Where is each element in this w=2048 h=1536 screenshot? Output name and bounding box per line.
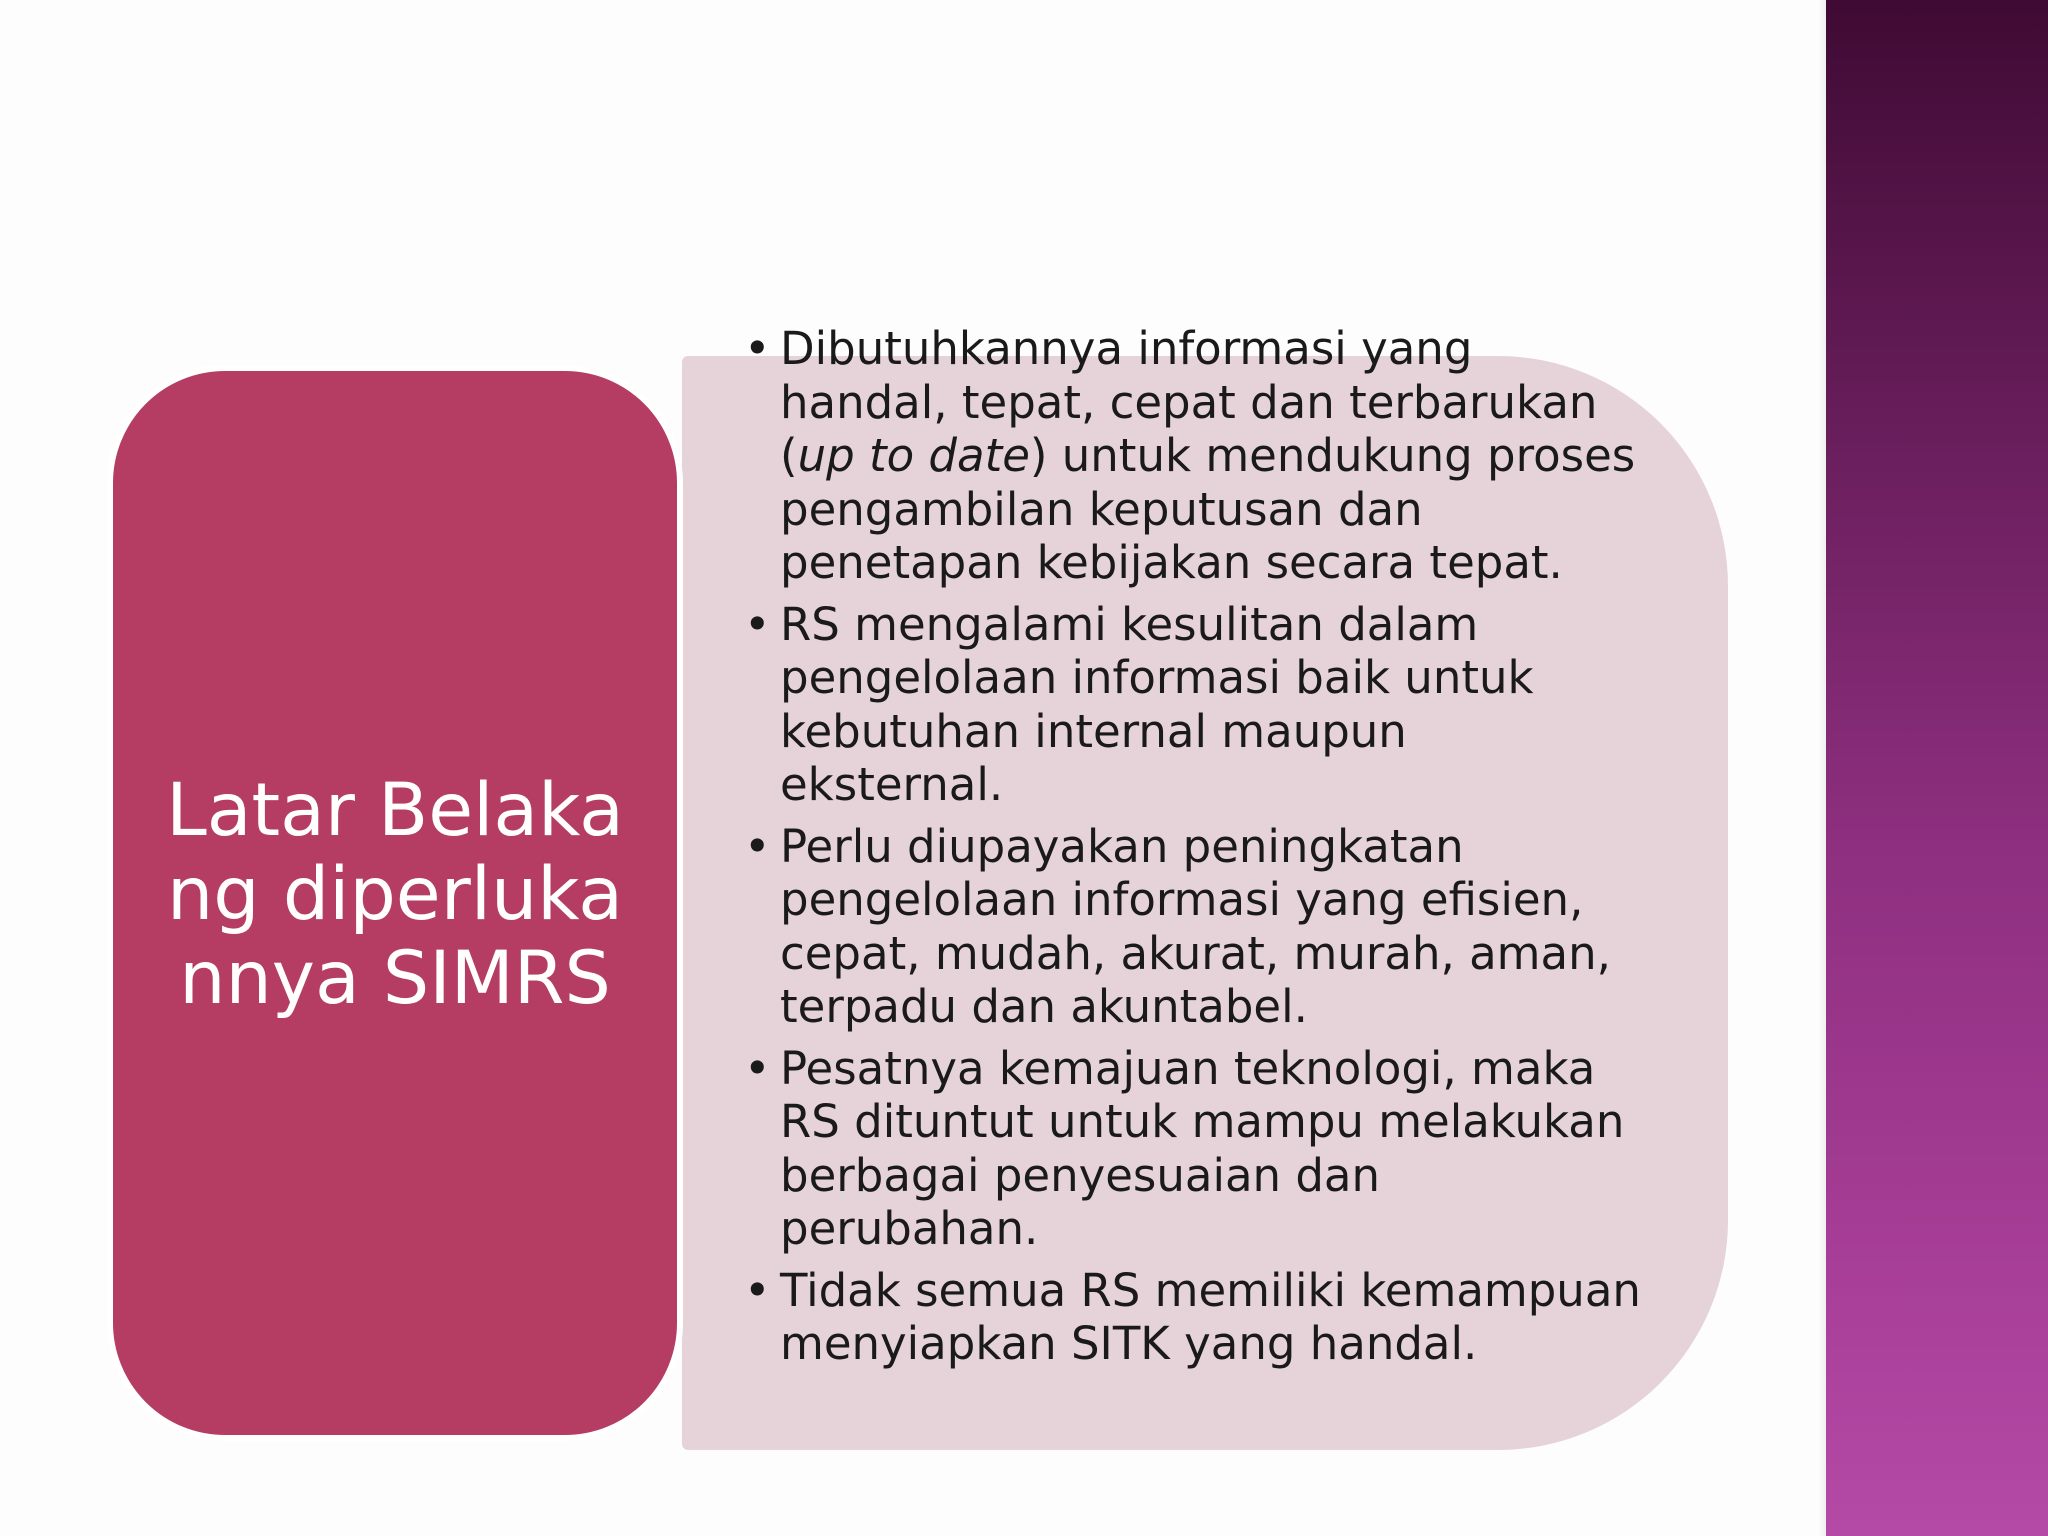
bullet-list xyxy=(744,322,1644,1379)
bullet-item-3 xyxy=(744,820,1644,1034)
bullet-text-3: Perlu diupayakan peningkatan pengelolaan informasi yang efisien, cepat, mudah, akurat, murah, aman, terpadu dan akuntabel. xyxy=(780,819,1611,1033)
bullet-dot: • xyxy=(744,819,771,873)
bullet-text-1-italic: up to date xyxy=(797,429,1030,482)
slide-title: Latar Belakang diperlukannya SIMRS xyxy=(166,768,624,1021)
bullet-dot: • xyxy=(744,322,771,375)
bullet-dot: • xyxy=(744,1263,771,1317)
bullet-text-2: RS mengalami kesulitan dalam pengelolaan informasi baik untuk kebutuhan internal maupun eksternal. xyxy=(780,597,1534,811)
bullet-item-4 xyxy=(744,1042,1644,1256)
bullet-text-1-part-1: Dibutuhkannya informasi yang handal, tepat, cepat dan terbarukan ( xyxy=(780,322,1598,482)
bullet-dot: • xyxy=(744,1041,771,1095)
decorative-side-bar xyxy=(1826,0,2048,1536)
title-box xyxy=(107,365,683,1441)
bullet-item-2 xyxy=(744,598,1644,812)
bullet-text-5: Tidak semua RS memiliki kemampuan menyiapkan SITK yang handal. xyxy=(780,1263,1641,1370)
bullet-dot: • xyxy=(744,597,771,651)
bullet-item-5 xyxy=(744,1264,1644,1371)
bullet-text-1-part-2: ) untuk mendukung proses pengambilan keputusan dan penetapan kebijakan secara tepat. xyxy=(780,429,1636,589)
side-bar-edge xyxy=(1818,0,1826,1536)
bullet-item-1 xyxy=(744,322,1644,590)
bullet-text-4: Pesatnya kemajuan teknologi, maka RS dituntut untuk mampu melakukan berbagai penyesuaian dan perubahan. xyxy=(780,1041,1625,1255)
